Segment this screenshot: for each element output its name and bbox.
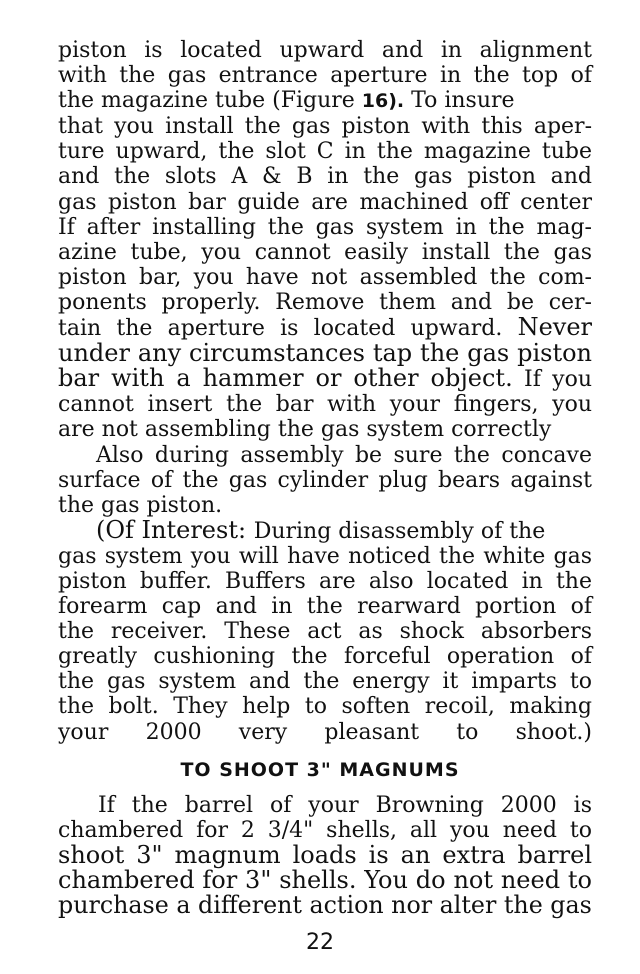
text-line: the gas piston.: [58, 492, 223, 518]
text-line: [58, 515, 592, 544]
text-fragment: the magazine tube (Figure: [58, 88, 362, 114]
text-line: azine tube, you cannot easily install the gas: [58, 239, 592, 265]
warning-text: bar with a hammer or other object.: [58, 364, 513, 393]
text-line: are not assembling the gas system correctly: [58, 417, 552, 443]
text-line: chambered for 2 3/4" shells, all you need to: [58, 818, 592, 844]
text-line: ture upward, the slot C in the magazine tube: [58, 139, 592, 165]
text-line: piston buffer. Buffers are also located in the: [58, 568, 592, 594]
text-line: forearm cap and in the rearward portion of: [58, 594, 592, 620]
text-line: greatly cushioning the forceful operation of: [58, 644, 592, 670]
text-line: with the gas entrance aperture in the top of: [58, 63, 592, 89]
text-fragment: During disassembly of the: [253, 518, 546, 544]
warning-text: Never: [517, 313, 592, 342]
paragraph-gas-piston-installation: [58, 38, 592, 745]
text-line: If after installing the gas system in the mag-: [58, 214, 592, 240]
text-fragment: To insure: [404, 88, 515, 114]
text-line: piston bar, you have not assembled the com-: [58, 264, 592, 290]
paragraph-3-inch-magnums: [58, 793, 592, 918]
text-line: [58, 88, 592, 114]
page-number: 22: [306, 930, 334, 955]
text-line: purchase a different action nor alter the gas: [58, 891, 592, 920]
text-line: chambered for 3" shells. You do not need to: [58, 866, 592, 895]
text-line: piston is located upward and in alignment: [58, 38, 592, 63]
of-interest-label: (Of Interest:: [96, 515, 254, 544]
text-line: the gas system and the energy it imparts to: [58, 669, 592, 695]
text-line: Also during assembly be sure the concave: [96, 442, 592, 468]
text-line: that you install the gas piston with this aper-: [58, 114, 592, 140]
text-line: gas piston bar guide are machined off center: [58, 189, 592, 215]
text-line: [58, 315, 592, 341]
text-line: If the barrel of your Browning 2000 is: [98, 793, 592, 818]
text-line: [58, 366, 592, 392]
text-line: and the slots A & B in the gas piston and: [58, 164, 592, 190]
text-fragment: If you: [512, 367, 592, 393]
text-line: surface of the gas cylinder plug bears against: [58, 467, 592, 493]
figure-reference: 16).: [361, 90, 405, 113]
text-line: cannot insert the bar with your fingers, you: [58, 392, 592, 418]
text-line: your 2000 very pleasant to shoot.): [58, 719, 592, 745]
text-fragment: tain the aperture is located upward.: [58, 316, 518, 342]
text-line: shoot 3" magnum loads is an extra barrel: [58, 841, 592, 870]
text-line: gas system you will have noticed the white gas: [58, 543, 592, 569]
text-line: the receiver. These act as shock absorbers: [58, 619, 592, 645]
section-heading: TO SHOOT 3" MAGNUMS: [180, 759, 460, 781]
text-line: the bolt. They help to soften recoil, making: [58, 694, 592, 720]
warning-text-line: under any circumstances tap the gas piston: [58, 339, 592, 368]
text-line: ponents properly. Remove them and be cer-: [58, 289, 592, 315]
